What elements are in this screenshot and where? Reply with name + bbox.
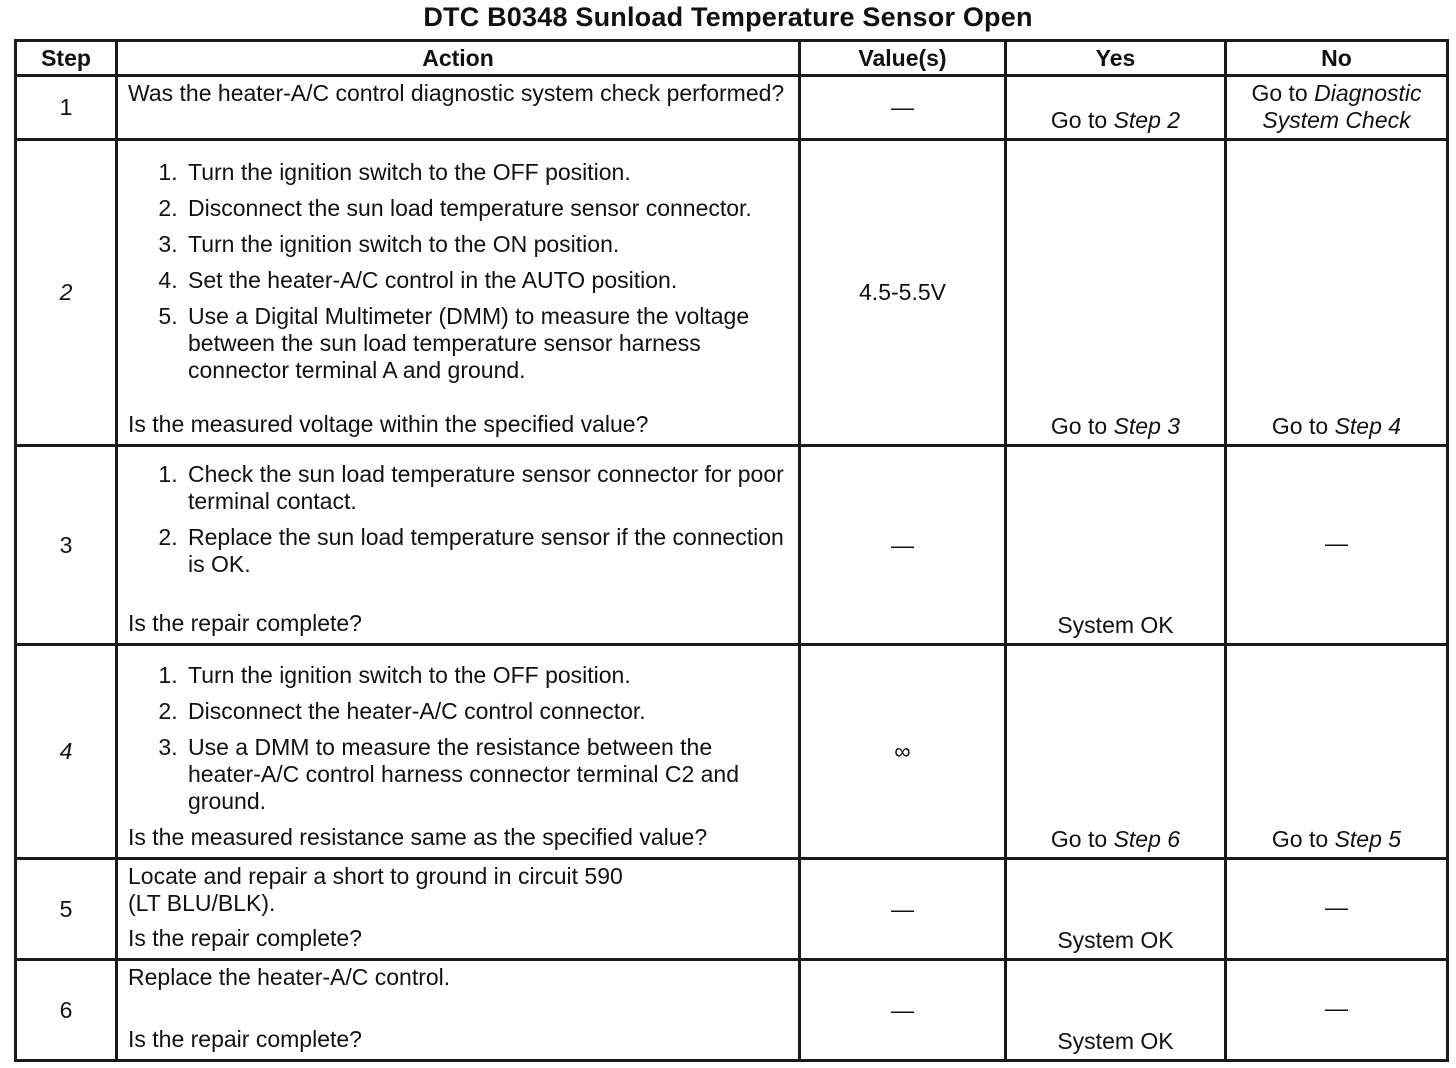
- go-to-label: Go to: [1050, 826, 1114, 852]
- step-link[interactable]: Step 2: [1113, 107, 1181, 133]
- header-yes: Yes: [1006, 41, 1226, 76]
- action-cell: [117, 859, 800, 960]
- procedure-item: 2. Replace the sun load temperature sensor if the connection is OK.: [184, 524, 790, 578]
- action-question: Is the repair complete?: [128, 610, 362, 636]
- go-to-label: Go to: [1271, 826, 1335, 852]
- step-number: 4: [16, 645, 117, 859]
- step-number: 5: [16, 859, 117, 960]
- action-text: Locate and repair a short to ground in circuit 590 (LT BLU/BLK).: [128, 863, 623, 916]
- no-cell: —: [1226, 960, 1448, 1061]
- diagnostic-table: [14, 39, 1449, 1062]
- document-title: DTC B0348 Sunload Temperature Sensor Open: [423, 2, 1033, 32]
- value-cell: —: [800, 960, 1006, 1061]
- value-cell: 4.5-5.5V: [800, 140, 1006, 446]
- table-row-step-3: [16, 446, 1448, 645]
- procedure-item: 2. Disconnect the heater-A/C control connector.: [184, 698, 790, 725]
- procedure-item: 4. Set the heater-A/C control in the AUTO position.: [184, 267, 790, 294]
- header-row: [16, 41, 1448, 76]
- action-text: Replace the heater-A/C control.: [128, 964, 451, 990]
- action-question: Was the heater-A/C control diagnostic system check performed?: [128, 80, 785, 106]
- diagnostic-system-check-link[interactable]: Diagnostic System Check: [1262, 80, 1422, 133]
- action-cell: [117, 446, 800, 645]
- action-question: Is the repair complete?: [128, 925, 362, 951]
- go-to-label: Go to: [1050, 107, 1114, 133]
- procedure-item: 1. Turn the ignition switch to the OFF position.: [184, 159, 790, 186]
- step-number: 2: [16, 140, 117, 446]
- go-to-label: Go to: [1050, 413, 1114, 439]
- yes-cell[interactable]: [1006, 140, 1226, 446]
- action-question: Is the measured resistance same as the specified value?: [128, 824, 708, 850]
- header-step: Step: [16, 41, 117, 76]
- value-cell: —: [800, 859, 1006, 960]
- step-number: 3: [16, 446, 117, 645]
- go-to-label: Go to: [1271, 413, 1335, 439]
- table-row-step-2: [16, 140, 1448, 446]
- action-cell: [117, 140, 800, 446]
- procedure-item: 3. Use a DMM to measure the resistance between the heater-A/C control harness connector terminal C2 and ground.: [184, 734, 790, 815]
- header-action: Action: [117, 41, 800, 76]
- no-cell: —: [1226, 859, 1448, 960]
- procedure-list: [128, 159, 790, 393]
- procedure-item: 3. Turn the ignition switch to the ON position.: [184, 231, 790, 258]
- header-no: No: [1226, 41, 1448, 76]
- no-cell[interactable]: [1226, 140, 1448, 446]
- procedure-list: [128, 662, 790, 824]
- table-row-step-1: [16, 76, 1448, 140]
- value-cell: —: [800, 76, 1006, 140]
- no-cell[interactable]: [1226, 645, 1448, 859]
- procedure-item: 5. Use a Digital Multimeter (DMM) to measure the voltage between the sun load temperature sensor harness connector terminal A and ground.: [184, 303, 790, 384]
- yes-cell: System OK: [1006, 960, 1226, 1061]
- no-cell[interactable]: [1226, 76, 1448, 140]
- value-cell: ∞: [800, 645, 1006, 859]
- table-row-step-4: [16, 645, 1448, 859]
- action-question: Is the measured voltage within the specified value?: [128, 411, 649, 437]
- action-cell: [117, 76, 800, 140]
- action-question: Is the repair complete?: [128, 1026, 362, 1052]
- step-link[interactable]: Step 5: [1334, 826, 1402, 852]
- action-cell: [117, 960, 800, 1061]
- yes-cell: System OK: [1006, 446, 1226, 645]
- table-row-step-5: [16, 859, 1448, 960]
- procedure-item: 2. Disconnect the sun load temperature sensor connector.: [184, 195, 790, 222]
- header-values: Value(s): [800, 41, 1006, 76]
- procedure-item: 1. Check the sun load temperature sensor connector for poor terminal contact.: [184, 461, 790, 515]
- yes-cell: System OK: [1006, 859, 1226, 960]
- go-to-label: Go to: [1251, 80, 1315, 106]
- step-link[interactable]: Step 3: [1113, 413, 1181, 439]
- yes-cell[interactable]: [1006, 645, 1226, 859]
- step-number: 6: [16, 960, 117, 1061]
- value-cell: —: [800, 446, 1006, 645]
- table-row-step-6: [16, 960, 1448, 1061]
- yes-cell[interactable]: [1006, 76, 1226, 140]
- action-cell: [117, 645, 800, 859]
- no-cell: —: [1226, 446, 1448, 645]
- step-link[interactable]: Step 6: [1113, 826, 1181, 852]
- step-number: 1: [16, 76, 117, 140]
- step-link[interactable]: Step 4: [1334, 413, 1402, 439]
- procedure-list: [128, 461, 790, 587]
- procedure-item: 1. Turn the ignition switch to the OFF position.: [184, 662, 790, 689]
